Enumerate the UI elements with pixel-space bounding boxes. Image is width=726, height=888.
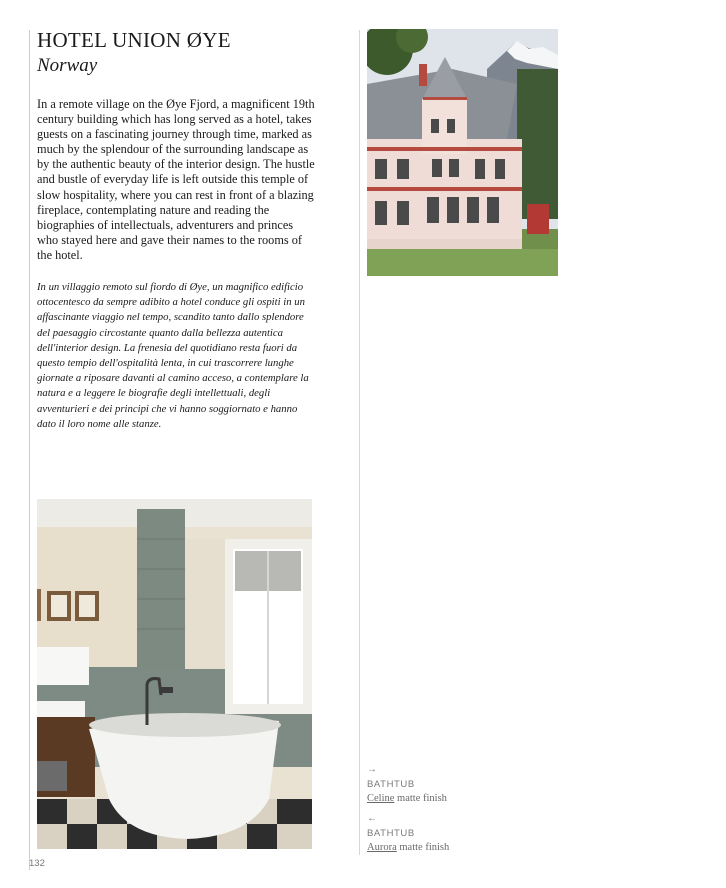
caption-label: BATHTUB (367, 779, 415, 790)
bathroom-photo (37, 499, 312, 849)
caption-label: BATHTUB (367, 828, 415, 839)
product-finish: matte finish (397, 793, 447, 804)
caption-bathtub-celine (367, 764, 447, 805)
page-number: 132 (29, 858, 45, 869)
caption-detail (367, 792, 447, 805)
article-subtitle: Norway (37, 55, 98, 76)
hotel-exterior-photo (367, 29, 558, 276)
product-name-link[interactable]: Celine (367, 793, 395, 804)
product-finish: matte finish (399, 842, 450, 853)
body-text-english: In a remote village on the Øye Fjord, a magnificent 19th century building which has long served as a hotel, takes guests on a fascinating journey through time, marked as much by the splendour of the surrounding landscape as by the authentic beauty of the interior design. The hustle and bustle of everyday life is left outside this temple of slow hospitality, where you can rest in front of a blazing fireplace, contemplating nature and reading the biographies of intellectuals, adventurers and princes who stayed here and gave their names to the rooms of the hotel. (37, 97, 315, 262)
caption-detail (367, 841, 449, 854)
article-title: HOTEL UNION ØYE (37, 28, 231, 52)
product-name-link[interactable]: Aurora (367, 842, 397, 853)
caption-bathtub-aurora (367, 813, 449, 854)
arrow-left-icon: ← (367, 813, 377, 824)
arrow-right-icon: → (367, 764, 377, 775)
left-margin-rule (29, 30, 30, 870)
column-divider (359, 30, 360, 855)
body-text-italian: In un villaggio remoto sul fiordo di Øye, un magnifico edificio ottocentesco da sempre adibito a hotel conduce gli ospiti in un affascinante viaggio nel tempo, scandito tanto dallo splendore del paesaggio circostante quanto dalla bellezza autentica dell'interior design. La frenesia del quotidiano resta fuori da questo tempio dell'ospitalità lenta, in cui trascorrere lunghe giornate a riposare davanti al camino acceso, a contemplare la natura e a leggere le biografie degli intellettuali, degli avventurieri e dei principi che vi hanno soggiornato e hanno dato il loro nome alle stanze. (37, 281, 309, 430)
